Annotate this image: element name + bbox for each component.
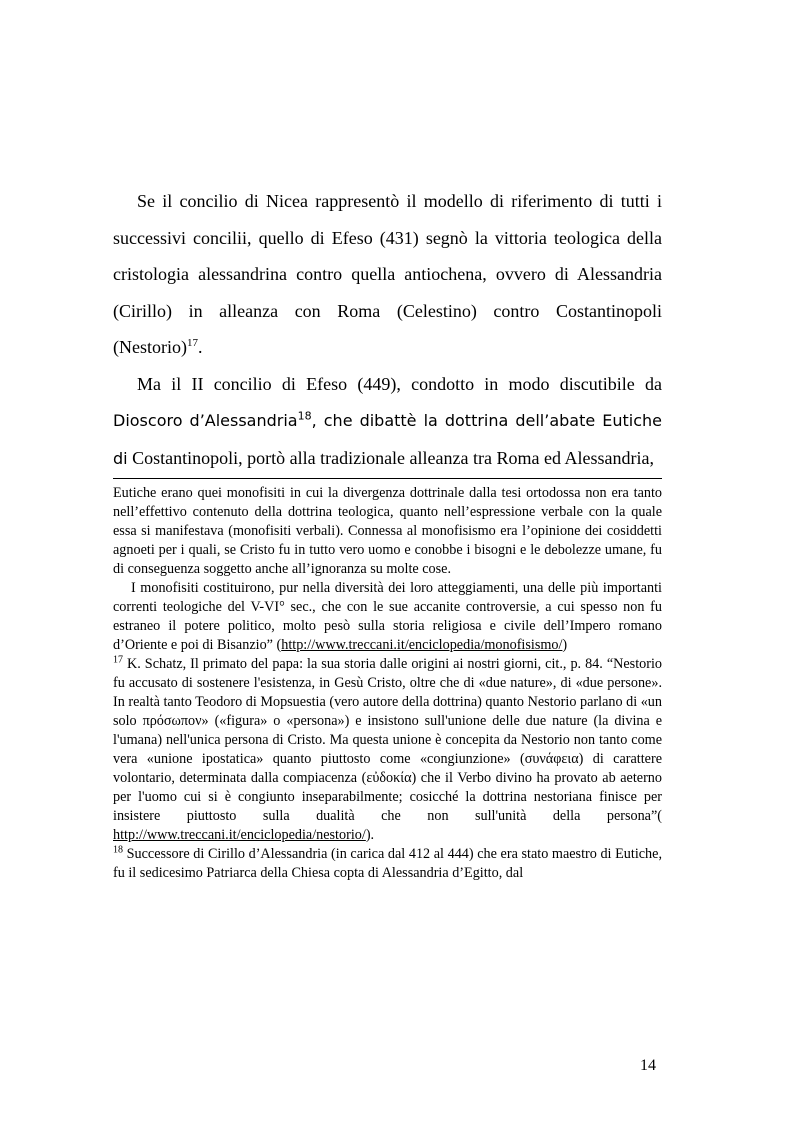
paragraph-2: Ma il II concilio di Efeso (449), condotto in modo discutibile da Dioscoro d’Alessandria$^{18}$, che dibattè la dottrina dell’abate Eutiche di Costantinopoli, portò alla tradizionale alleanza tra Roma ed Alessandria, <box>113 373 663 468</box>
paragraph-1: Se il concilio di Nicea rappresentò il modello di riferimento di tutti i successivi concilii, quello di Efeso (431) segnò la vittoria teologica della cristologia alessandrina contro quella antiochena, ovvero di Alessandria (Cirillo) in alleanza con Roma (Celestino) contro Costantinopoli (Nestorio)$^{17}$. <box>113 191 662 357</box>
nestorio-link[interactable]: http://www.treccani.it/enciclopedia/nestorio/ <box>113 827 366 843</box>
page-number: 14 <box>640 1057 656 1074</box>
monofisismo-link[interactable]: http://www.treccani.it/enciclopedia/monofisismo/ <box>281 637 563 653</box>
body-text <box>113 183 662 477</box>
footnote-17: $^{17}$ K. Schatz, Il primato del papa: la sua storia dalle origini ai nostri giorni, cit., p. 84. “Nestorio fu accusato di sostenere l'esistenza, in Gesù Cristo, oltre che di «due nature», di «due persone». In realtà tanto Teodoro di Mopsuestia (vero autore della dottrina) quanto Nestorio parlano di «un solo πρόσωπον» («figura» o «persona») e insistono sull'unione delle due nature (la divina e l'umana) nell'unica persona di Cristo. Ma questa unione è concepita da Nestorio non tanto come vera «unione ipostatica» quanto piuttosto come «congiunzione» (συνάφεια) di carattere volontario, determinata dalla compiacenza (εὐδοκία) che il Verbo divino ha provato ab aeterno per l'uomo cui si è congiunto inseparabilmente; cosicché la dottrina nestoriana finisce per insistere piuttosto sulla dualità che non sull'unità della persona”( http://www.treccani.it/enciclopedia/nestorio/). <box>113 654 662 843</box>
dioscoro-phrase: Dioscoro d’Alessandria$^{18}$, che dibattè la dottrina dell’abate Eutiche di <box>113 409 663 468</box>
footnote-ref-17[interactable]: 17 <box>186 337 198 349</box>
footnote-18: $^{18}$ Successore di Cirillo d’Alessandria (in carica dal 412 al 444) che era stato maestro di Eutiche, fu il sedicesimo Patriarca della Chiesa copta di Alessandria d’Egitto, dal <box>113 844 662 881</box>
footnotes <box>113 484 662 883</box>
footnote-number-18: 18 <box>113 844 123 856</box>
footnote-continuation: Eutiche erano quei monofisiti in cui la divergenza dottrinale dalla tesi ortodossa non era tanto nell’effettivo contenuto della dottrina teologica, quanto nell’espressione verbale con la quale essa si manifestava (monofisiti verbali). Connessa al monofisismo era l’opinione dei cosiddetti agnoeti per i quali, se Cristo fu in tutto vero uomo e conobbe i bisogni e le debolezze umane, fu di conseguenza soggetto anche all’ignoranza su molte cose. <box>113 485 662 577</box>
footnote-continuation-2: I monofisiti costituirono, pur nella diversità dei loro atteggiamenti, una delle più importanti correnti teologiche del V-VI° sec., che con le sue accanite controversie, a cui spesso non fu estraneo il potere politico, molto pesò sulla storia religiosa e civile dell’Impero romano d’Oriente e poi di Bisanzio” (http://www.treccani.it/enciclopedia/monofisismo/) <box>113 580 662 653</box>
footnote-number-17: 17 <box>113 654 123 666</box>
footnote-separator <box>113 478 662 479</box>
footnote-ref-18[interactable]: 18 <box>297 409 312 423</box>
